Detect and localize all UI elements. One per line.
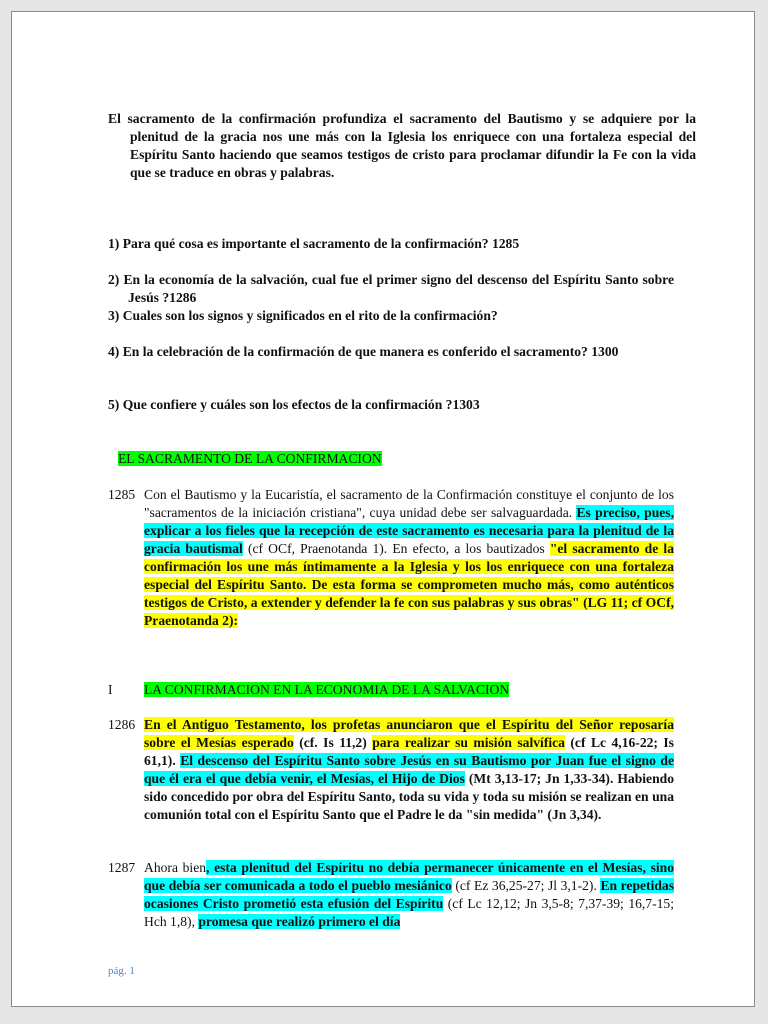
paragraph-number: 1287 [108,860,136,875]
question-5: 5) Que confiere y cuáles son los efectos de la confirmación ?1303 [108,397,480,412]
question-1: 1) Para qué cosa es importante el sacramento de la confirmación? 1285 [108,236,520,251]
section-heading-roman: I [108,682,113,697]
paragraph-1286 [108,716,674,824]
paragraph-number: 1286 [108,717,136,732]
question-4: 4) En la celebración de la confirmación de que manera es conferido el sacramento? 1300 [108,344,619,359]
section-heading-confirmacion [118,450,382,468]
paragraph-text: En el Antiguo Testamento, los profetas anunciaron que el Espíritu del Señor reposaría sobre el Mesías esperado (cf. Is 11,2) para realizar su misión salvífica (cf Lc 4,16-22; Is 61,1). El descenso del Espíritu Santo sobre Jesús en su Bautismo por Juan fue el signo de que él era el que debía venir, el Mesías, el Hijo de Dios (Mt 3,13-17; Jn 1,33-34). Habiendo sido concedido por obra del Espíritu Santo, toda su vida y toda su misión se realizan en una comunión total con el Espíritu Santo que el Padre le da "sin medida" (Jn 3,34). [144,717,675,822]
paragraph-1285 [108,486,674,630]
section-heading-text: LA CONFIRMACION EN LA ECONOMIA DE LA SALVACION [144,682,510,697]
paragraph-text: Con el Bautismo y la Eucaristía, el sacramento de la Confirmación constituye el conjunto de los "sacramentos de la iniciación cristiana", cuya unidad debe ser salvaguardada. Es preciso, pues, explicar a los fieles que la recepción de este sacramento es necesaria para la plenitud de la gracia bautismal (cf OCf, Praenotanda 1). En efecto, a los bautizados "el sacramento de la confirmación los une más íntimamente a la Iglesia y los los enriquece con una fortaleza especial del Espíritu Santo. De esta forma se comprometen mucho más, como auténticos testigos de Cristo, a extender y defender la fe con sus palabras y sus obras" (LG 11; cf OCf, Praenotanda 2): [144,487,674,628]
question-3: 3) Cuales son los signos y significados en el rito de la confirmación? [108,308,498,323]
paragraph-number: 1285 [108,487,136,502]
paragraph-text: Ahora bien, esta plenitud del Espíritu no debía permanecer únicamente en el Mesías, sino que debía ser comunicada a todo el pueblo mesiánico (cf Ez 36,25-27; Jl 3,1-2). En repetidas ocasiones Cristo prometió esta efusión del Espíritu (cf Lc 12,12; Jn 3,5-8; 7,37-39; 16,7-15; Hch 1,8), promesa que realizó primero el día [144,860,675,929]
document-page [11,11,755,1007]
section-heading-economia [144,681,509,699]
paragraph-1287 [108,859,674,931]
section-heading-text: EL SACRAMENTO DE LA CONFIRMACION [118,451,382,466]
page-number-footer: pág. 1 [108,965,135,977]
intro-paragraph: El sacramento de la confirmación profundiza el sacramento del Bautismo y se adquiere por la plenitud de la gracia nos une más con la Iglesia los enriquece con una fortaleza especial del Espíritu Santo haciendo que seamos testigos de cristo para proclamar difundir la Fe con la vida que se traduce en obras y palabras. [108,111,696,180]
question-2: 2) En la economía de la salvación, cual fue el primer signo del descenso del Espíritu Santo sobre Jesús ?1286 [108,272,674,305]
